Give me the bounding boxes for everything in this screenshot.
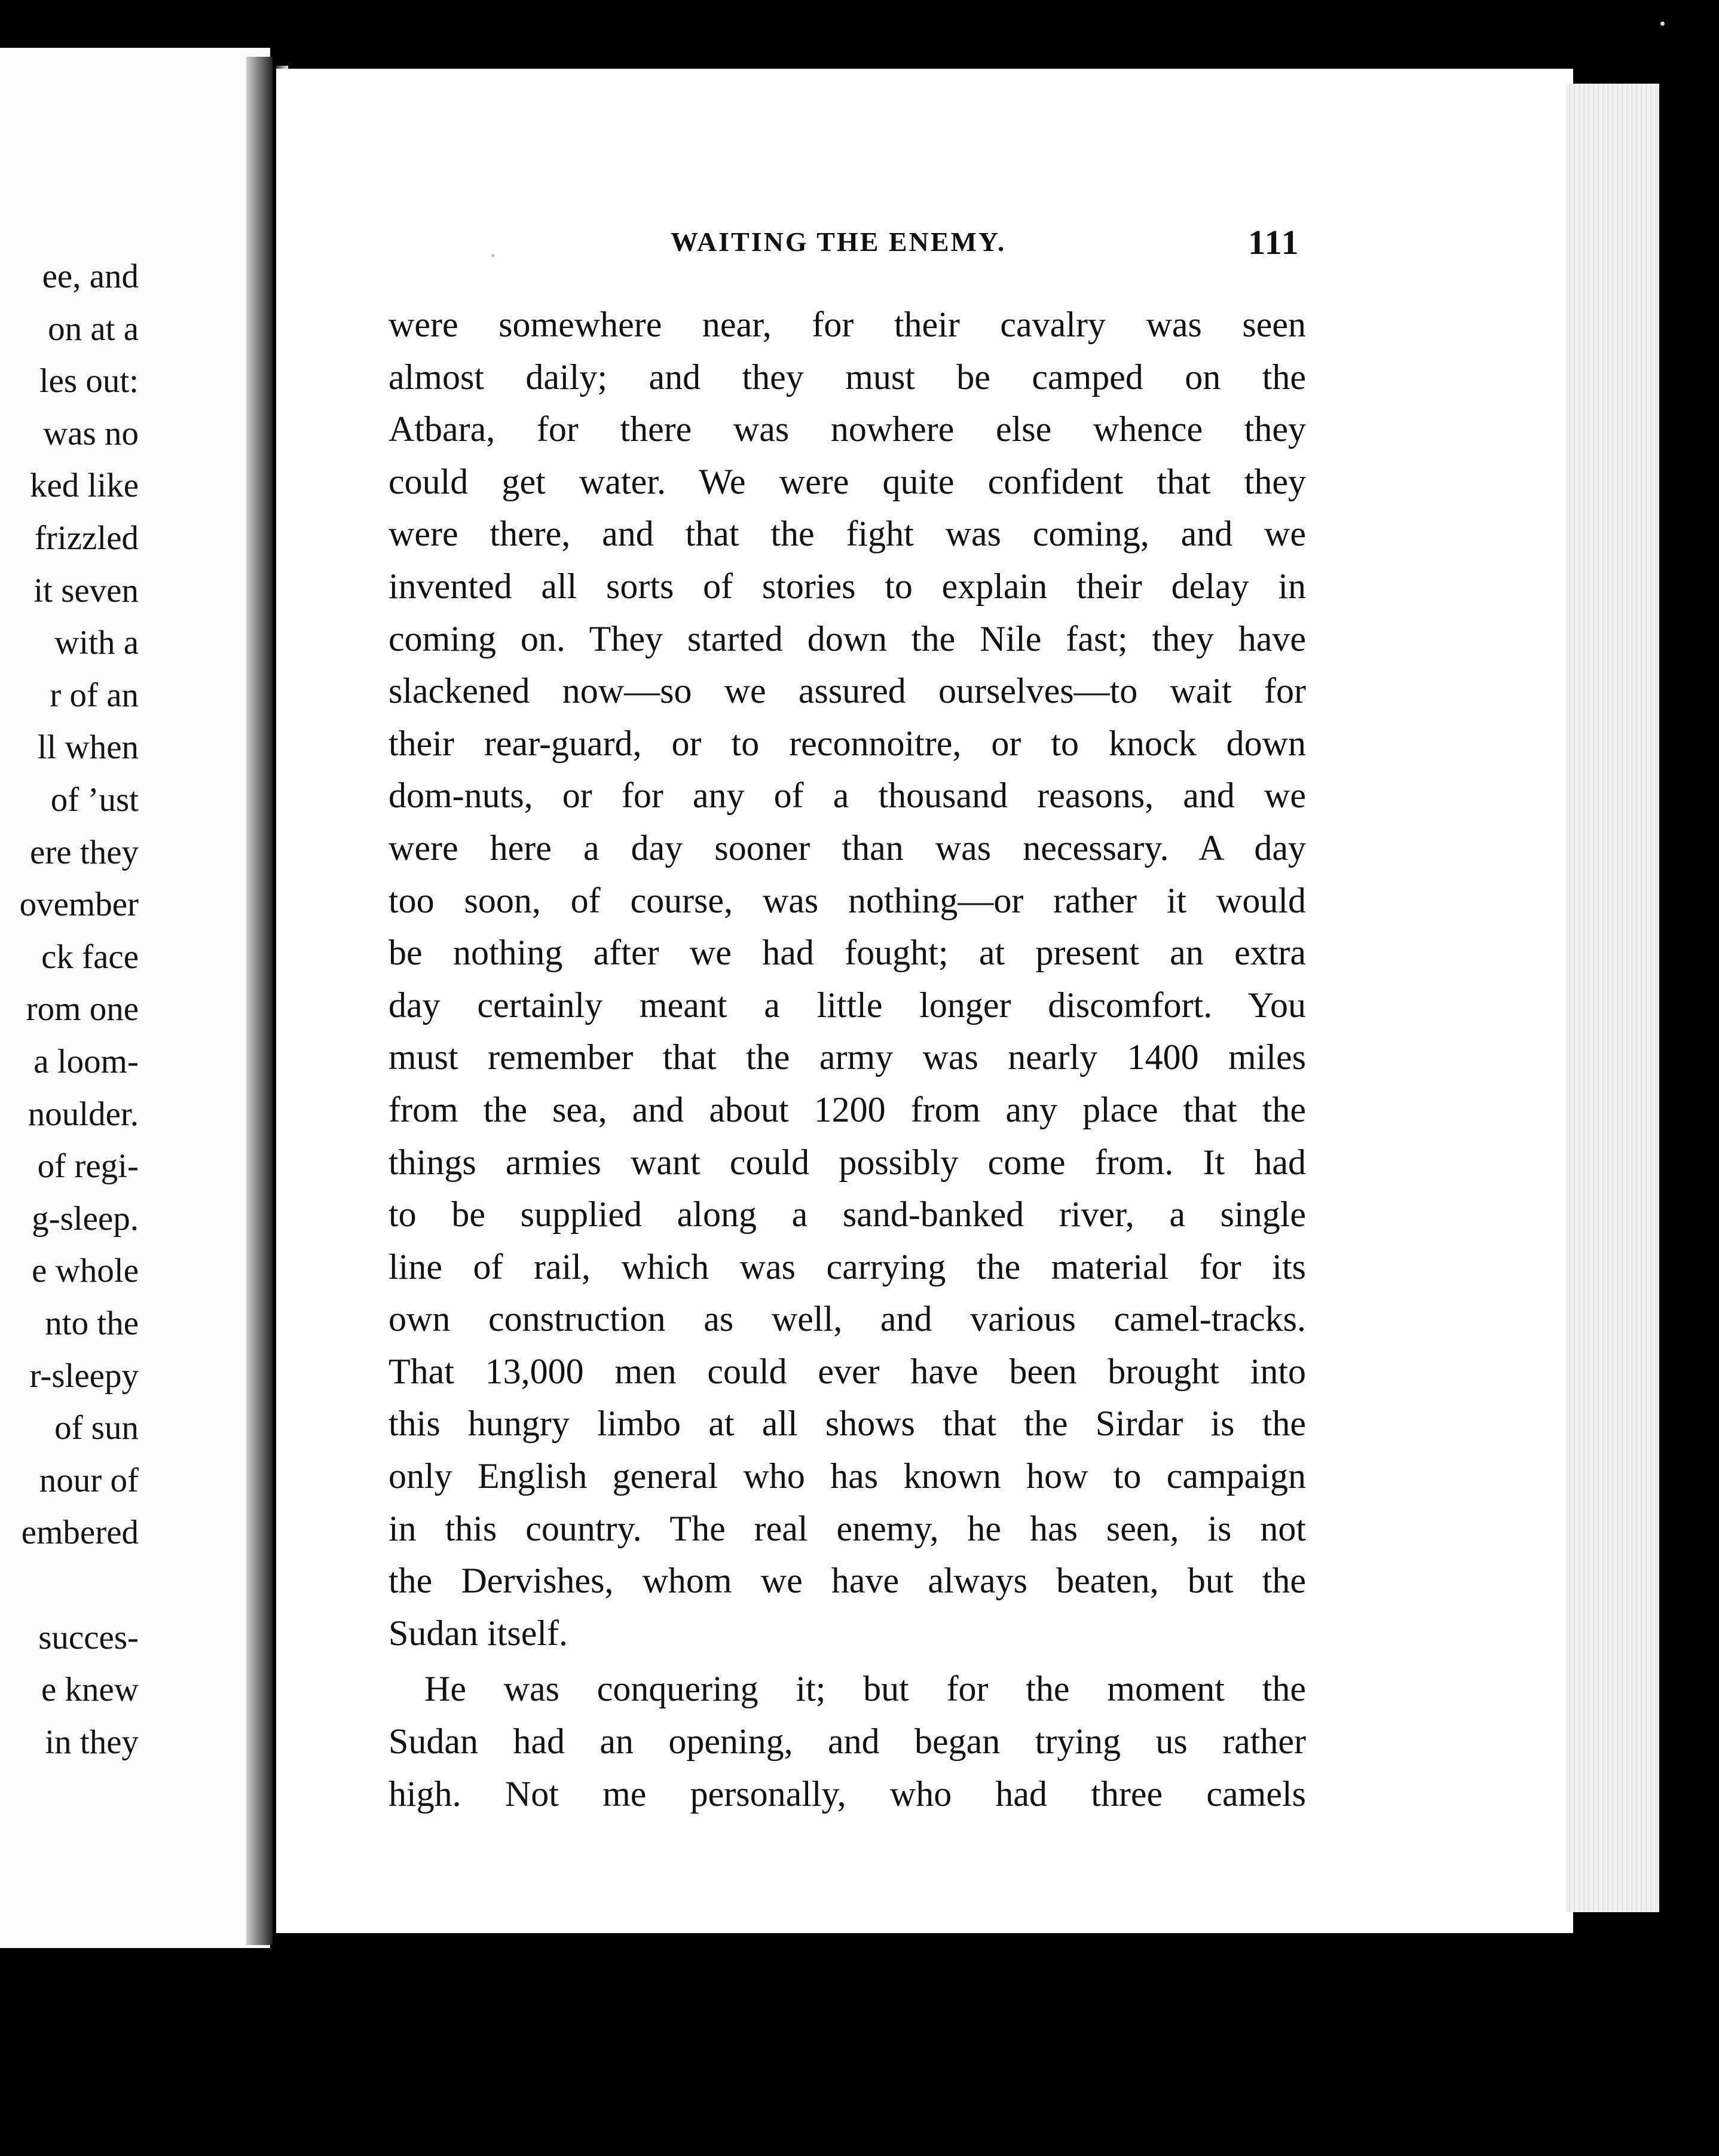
- facing-page-line: e whole: [32, 1252, 139, 1290]
- text-line: the Dervishes, whom we have always beaten, but the: [389, 1561, 1306, 1601]
- text-line: things armies want could possibly come from. It had: [389, 1142, 1306, 1182]
- facing-page-line: nour of: [39, 1461, 139, 1499]
- text-line: could get water. We were quite confident that they: [389, 461, 1306, 501]
- facing-page-line: ked like: [29, 467, 139, 505]
- facing-page-line: on at a: [48, 310, 139, 348]
- facing-page-line: noulder.: [27, 1095, 139, 1133]
- facing-page-line: ovember: [19, 886, 139, 924]
- facing-page-line: of regi-: [37, 1147, 139, 1186]
- text-line: dom-nuts, or for any of a thousand reasons, and we: [389, 776, 1306, 816]
- text-line: Sudan itself.: [389, 1613, 568, 1653]
- facing-page-line: in they: [45, 1723, 139, 1761]
- text-line: Sudan had an opening, and began trying us rather: [389, 1722, 1306, 1762]
- text-line: were somewhere near, for their cavalry was seen: [389, 305, 1306, 344]
- text-line: slackened now—so we assured ourselves—to wait for: [389, 671, 1306, 711]
- text-line: He was conquering it; but for the moment the: [424, 1669, 1306, 1709]
- facing-page-line: ll when: [37, 728, 139, 767]
- paragraph: [389, 1663, 1306, 1820]
- body-text: [389, 299, 1306, 1820]
- text-line: be nothing after we had fought; at present an extra: [389, 933, 1306, 973]
- facing-page-line: r of an: [50, 676, 139, 714]
- scan-speck: [1660, 22, 1665, 26]
- text-line: were here a day sooner than was necessary. A day: [389, 828, 1306, 868]
- facing-page-line: les out:: [39, 362, 139, 400]
- facing-page-line: g-sleep.: [32, 1199, 139, 1238]
- text-line: That 13,000 men could ever have been brought into: [389, 1351, 1306, 1391]
- text-line: coming on. They started down the Nile fast; they have: [389, 618, 1306, 659]
- scan-speck: [491, 254, 494, 257]
- facing-page-line: a loom-: [33, 1043, 139, 1080]
- facing-page-line: was no: [43, 414, 139, 452]
- text-line: from the sea, and about 1200 from any place that the: [389, 1089, 1306, 1129]
- facing-page-line: ck face: [41, 938, 139, 976]
- facing-page-line: ee, and: [42, 258, 139, 295]
- text-line: this hungry limbo at all shows that the Sirdar is the: [389, 1404, 1306, 1444]
- facing-page-line: it seven: [33, 571, 139, 610]
- page-stack-edge: [1566, 84, 1659, 1912]
- text-line: too soon, of course, was nothing—or rather it would: [389, 880, 1306, 920]
- page-number: 111: [1248, 223, 1300, 262]
- book-gutter-shadow: [246, 57, 273, 1945]
- text-line: in this country. The real enemy, he has seen, is not: [389, 1508, 1306, 1548]
- text-line: to be supplied along a sand-banked river, a single: [389, 1195, 1306, 1235]
- facing-page-line: succes-: [38, 1618, 139, 1656]
- facing-page-line: ere they: [30, 833, 139, 871]
- facing-page-line: of ʼust: [50, 781, 139, 819]
- facing-page-line: of sun: [54, 1409, 139, 1447]
- text-line: invented all sorts of stories to explain their delay in: [389, 566, 1306, 606]
- facing-page-line: frizzled: [34, 519, 139, 557]
- facing-page-line: nto the: [45, 1304, 139, 1342]
- text-line: must remember that the army was nearly 1400 miles: [389, 1037, 1306, 1077]
- text-line: almost daily; and they must be camped on the: [389, 357, 1306, 397]
- running-head: WAITING THE ENEMY.: [671, 226, 1007, 257]
- text-line: only English general who has known how to campaign: [389, 1456, 1306, 1496]
- facing-page-line: rom one: [26, 990, 139, 1028]
- facing-page-line: embered: [21, 1514, 139, 1552]
- text-line: day certainly meant a little longer discomfort. You: [389, 985, 1306, 1025]
- facing-page-left: [0, 48, 270, 1948]
- text-line: Atbara, for there was nowhere else whence they: [389, 409, 1306, 449]
- facing-page-line: with a: [54, 624, 139, 662]
- paragraph: [389, 299, 1306, 1659]
- text-line: own construction as well, and various camel-tracks.: [389, 1299, 1306, 1339]
- facing-page-line: e knew: [41, 1671, 139, 1709]
- text-line: were there, and that the fight was coming, and we: [389, 514, 1306, 554]
- text-line: line of rail, which was carrying the material for its: [389, 1247, 1306, 1287]
- text-line: their rear-guard, or to reconnoitre, or to knock down: [389, 723, 1306, 763]
- text-line: high. Not me personally, who had three camels: [389, 1774, 1306, 1814]
- facing-page-line: r-sleepy: [29, 1356, 139, 1395]
